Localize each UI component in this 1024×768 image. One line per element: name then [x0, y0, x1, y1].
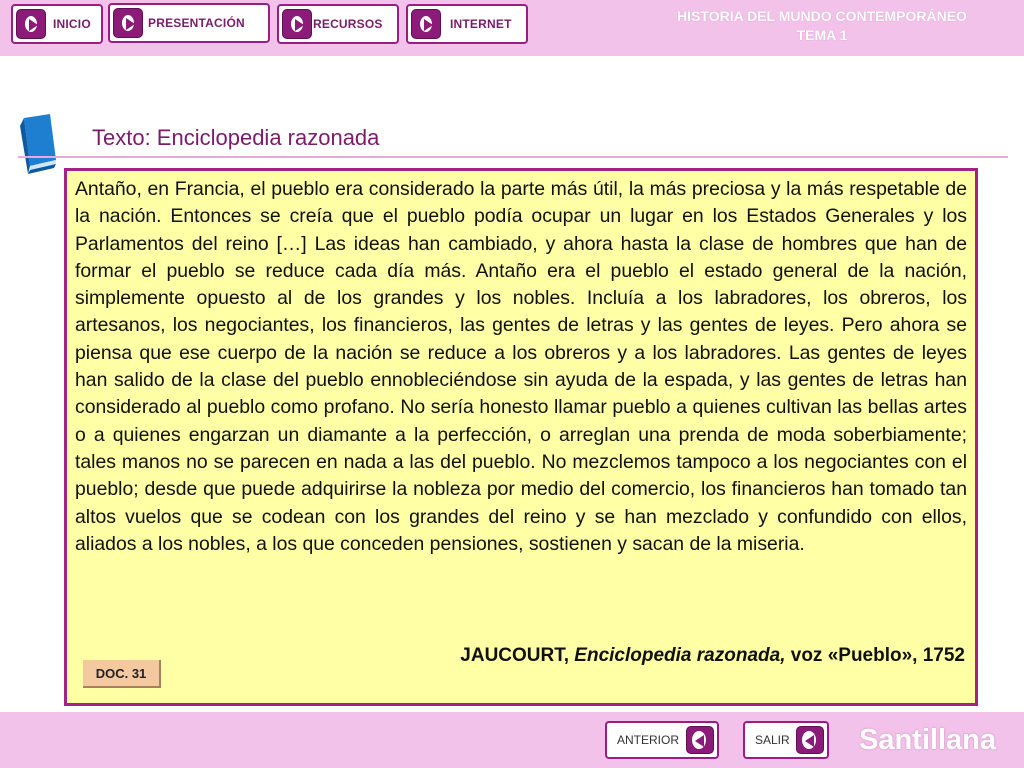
page-title: Texto: Enciclopedia razonada: [92, 125, 380, 150]
play-icon: [411, 9, 441, 39]
document-text: Antaño, en Francia, el pueblo era considerado la parte más útil, la más preciosa y la más respetable de la nación. Entonces se creía que el pueblo podía ocupar un lugar en los Estados Generales y los Parlamentos del reino […] Las ideas han cambiado, y ahora hasta la clase de hombres que han de formar el pueblo se reduce cada día más. Antaño era el pueblo el estado general de la nación, simplemente opuesto al de los grandes y los nobles. Incluía a los labradores, los obreros, los artesanos, los negociantes, los financieros, las gentes de letras y las gentes de leyes. Pero ahora se piensa que ese cuerpo de la nación se reduce a los obreros y a los labradores. Las gentes de leyes han salido de la clase del pueblo ennobleciéndose sin ayuda de la espada, y las gentes de letras han considerado al pueblo como profano. No sería honesto llamar pueblo a quienes cultivan las bellas artes o a quienes engarzan un diamante a la perfección, o arreglan una prenda de moda soberbiamente; tales manos no se parecen en nada a las del pueblo. No mezclemos tampoco a los negociantes con el pueblo; desde que puede adquirirse la nobleza por medio del comercio, los financieros han tomado tan altos vuelos que se codean con los grandes del reino y se han mezclado y confundido con ellos, aliados a los nobles, a los que conceden pensiones, sostienen y sacan de la miseria.: [75, 178, 967, 555]
course-name: HISTORIA DEL MUNDO CONTEMPORÁNEO: [677, 8, 967, 24]
bottom-bar: [0, 712, 1024, 768]
salir-label: SALIR: [755, 733, 790, 747]
play-icon: [113, 8, 143, 38]
back-icon: [796, 726, 824, 754]
nav-button-internet[interactable]: [406, 4, 528, 44]
text-panel: [64, 168, 978, 706]
back-icon: [686, 726, 714, 754]
play-icon: [282, 9, 312, 39]
nav-button-inicio[interactable]: [11, 4, 103, 44]
nav-button-label: PRESENTACIÓN: [148, 16, 245, 30]
citation-rest: voz «Pueblo», 1752: [790, 645, 965, 666]
book-icon: [14, 112, 62, 178]
course-title: [642, 7, 1002, 45]
citation-work: Enciclopedia razonada,: [574, 645, 786, 666]
brand-logo: Santillana: [859, 724, 996, 756]
doc-badge: DOC. 31: [83, 660, 161, 688]
citation: [460, 645, 965, 667]
nav-button-presentacion[interactable]: [108, 3, 270, 43]
anterior-label: ANTERIOR: [617, 733, 680, 747]
anterior-button[interactable]: [605, 721, 719, 759]
play-icon: [16, 9, 46, 39]
top-bar: [0, 0, 1024, 56]
course-topic: TEMA 1: [796, 27, 848, 43]
citation-author: JAUCOURT,: [460, 645, 570, 666]
title-divider: [18, 156, 1008, 158]
nav-button-recursos[interactable]: [277, 4, 399, 44]
nav-button-label: INTERNET: [450, 17, 512, 31]
nav-button-label: RECURSOS: [313, 17, 383, 31]
nav-button-label: INICIO: [53, 17, 91, 31]
salir-button[interactable]: [743, 721, 829, 759]
